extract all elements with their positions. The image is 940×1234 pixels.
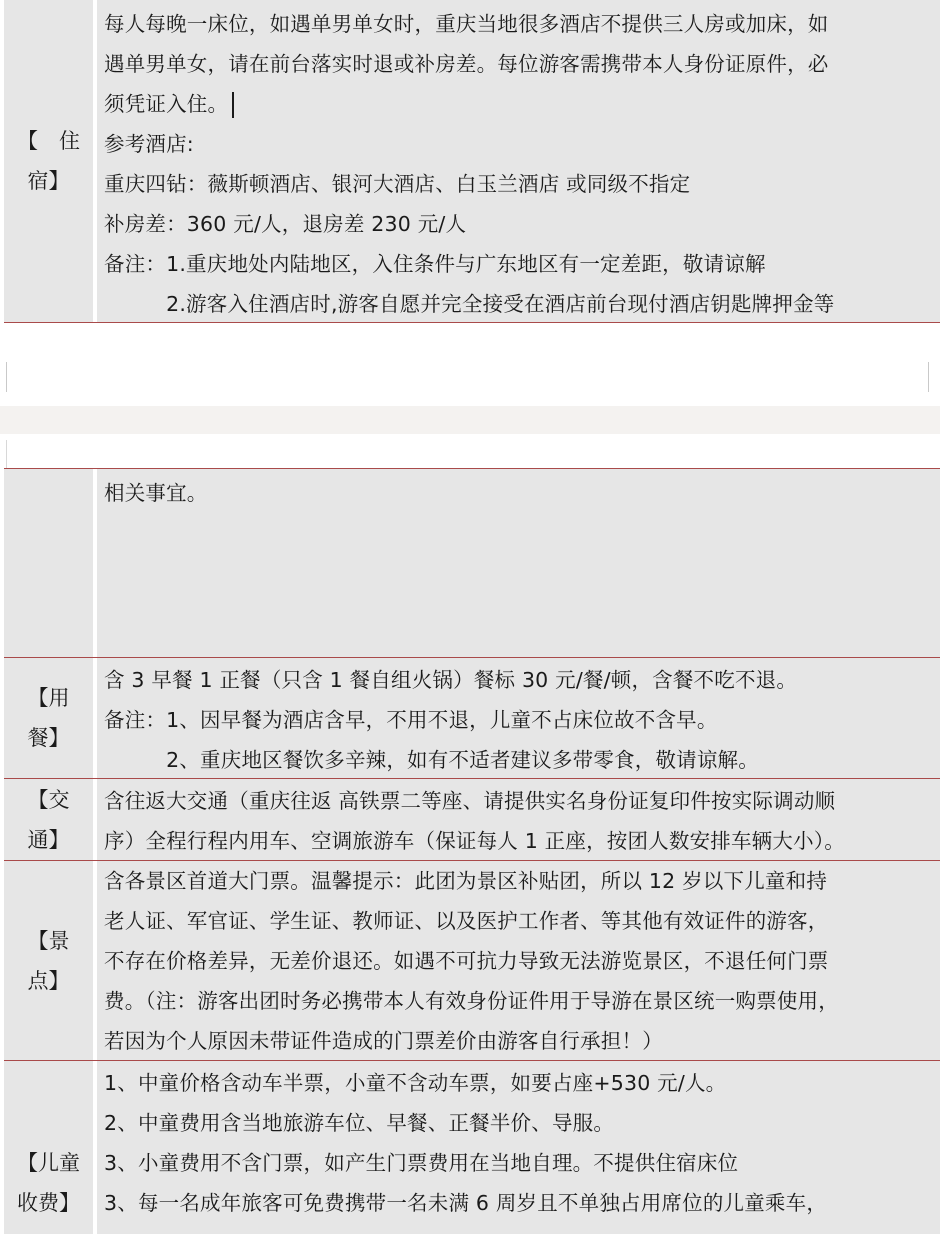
text-line: 费。（注：游客出团时务必携带本人有效身份证件用于导游在景区统一购票使用， xyxy=(104,989,839,1013)
accommodation-label-continued xyxy=(4,469,93,657)
transport-row xyxy=(0,779,940,860)
text-line: 3、小童费用不含门票，如产生门票费用在当地自理。不提供住宿床位 xyxy=(104,1151,739,1175)
children-row xyxy=(0,1061,940,1234)
meals-label-line-2: 餐】 xyxy=(27,726,70,750)
attractions-label xyxy=(4,861,93,1060)
page-corner-mark xyxy=(6,362,7,392)
text-segment: 须凭证入住。 xyxy=(104,92,229,116)
text-line: 含往返大交通（重庆往返 高铁票二等座、请提供实名身份证复印件按实际调动顺 xyxy=(104,789,836,813)
attractions-content xyxy=(97,861,940,1060)
transport-label-line-2: 通】 xyxy=(27,827,70,852)
accommodation-label xyxy=(4,0,93,322)
text-cursor xyxy=(232,92,234,118)
text-line: 2.游客入住酒店时,游客自愿并完全接受在酒店前台现付酒店钥匙牌押金等 xyxy=(104,292,835,316)
attractions-label-line-2: 点】 xyxy=(27,968,70,993)
text-line: 含 3 早餐 1 正餐（只含 1 餐自组火锅）餐标 30 元/餐/顿，含餐不吃不退。 xyxy=(104,668,798,692)
meals-content xyxy=(97,658,940,778)
text-line: 若因为个人原因未带证件造成的门票差价由游客自行承担！） xyxy=(104,1029,663,1053)
text-line: 遇单男单女，请在前台落实时退或补房差。每位游客需携带本人身份证原件，必 xyxy=(104,52,829,76)
text-line: 补房差：360 元/人，退房差 230 元/人 xyxy=(104,212,467,236)
page-gap xyxy=(0,406,940,434)
children-content xyxy=(97,1061,940,1234)
accommodation-content-continued xyxy=(97,469,940,657)
children-label-line-2: 收费】 xyxy=(17,1191,80,1215)
page-corner-mark xyxy=(928,362,929,392)
table-border xyxy=(4,322,940,323)
text-line: 老人证、军官证、学生证、教师证、以及医护工作者、等其他有效证件的游客， xyxy=(104,909,829,933)
text-line: 不存在价格差异，无差价退还。如遇不可抗力导致无法游览景区，不退任何门票 xyxy=(104,949,829,973)
children-label xyxy=(4,1061,93,1234)
text-line: 1、中童价格含动车半票，小童不含动车票，如要占座+530 元/人。 xyxy=(104,1071,727,1095)
text-line: 备注：1.重庆地处内陆地区，入住条件与广东地区有一定差距，敬请谅解 xyxy=(104,252,766,276)
attractions-row xyxy=(0,861,940,1060)
children-label-line-1: 【儿童 xyxy=(17,1151,80,1175)
transport-label xyxy=(4,779,93,860)
attractions-label-line-1: 【景 xyxy=(27,928,70,953)
text-line: 每人每晚一床位，如遇单男单女时，重庆当地很多酒店不提供三人房或加床，如 xyxy=(104,12,829,36)
accommodation-content xyxy=(97,0,940,322)
text-line: 3、每一名成年旅客可免费携带一名未满 6 周岁且不单独占用席位的儿童乘车， xyxy=(104,1191,828,1215)
page-corner-mark xyxy=(6,440,7,470)
accommodation-row xyxy=(0,0,940,322)
text-line: 序）全程行程内用车、空调旅游车（保证每人 1 正座，按团人数安排车辆大小）。 xyxy=(104,829,845,853)
accommodation-label-line-2: 宿】 xyxy=(27,169,70,193)
meals-label-line-1: 【用 xyxy=(27,686,70,710)
accommodation-label-line-1: 【 住 xyxy=(17,129,80,153)
text-line: 含各景区首道大门票。温馨提示：此团为景区补贴团，所以 12 岁以下儿童和持 xyxy=(104,869,828,893)
text-line: 重庆四钻：薇斯顿酒店、银河大酒店、白玉兰酒店 或同级不指定 xyxy=(104,172,691,196)
text-line: 备注：1、因早餐为酒店含早，不用不退，儿童不占床位故不含早。 xyxy=(104,708,718,732)
accommodation-continued-row xyxy=(0,469,940,657)
text-line: 2、中童费用含当地旅游车位、早餐、正餐半价、导服。 xyxy=(104,1111,615,1135)
text-line: 参考酒店: xyxy=(104,132,194,156)
meals-label xyxy=(4,658,93,778)
text-line: 2、重庆地区餐饮多辛辣，如有不适者建议多带零食，敬请谅解。 xyxy=(104,748,759,772)
meals-row xyxy=(0,658,940,778)
transport-content xyxy=(97,779,940,860)
transport-label-line-1: 【交 xyxy=(27,787,70,812)
text-line xyxy=(104,84,234,124)
text-line: 相关事宜。 xyxy=(104,481,208,505)
